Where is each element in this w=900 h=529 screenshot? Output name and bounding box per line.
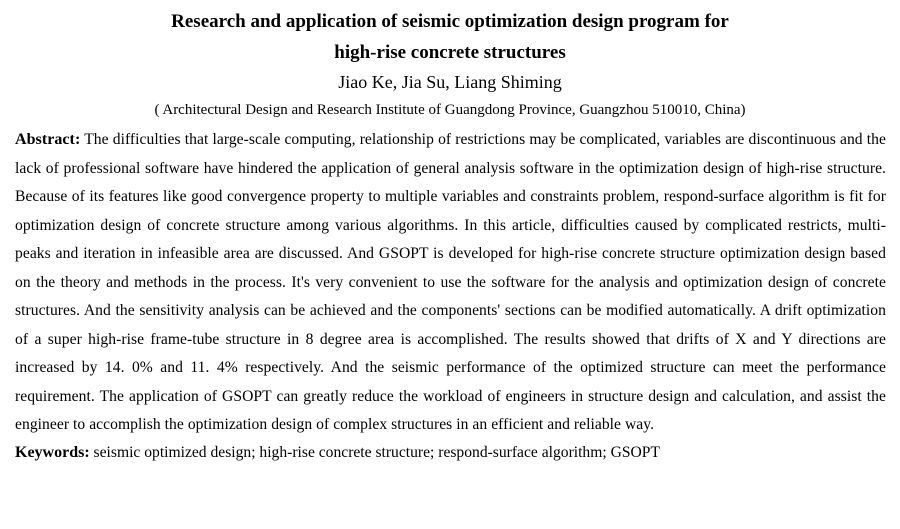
affiliation: ( Architectural Design and Research Institute of Guangdong Province, Guangzhou 510010, China) <box>154 102 746 118</box>
keywords-paragraph <box>0 440 900 466</box>
abstract-text: The difficulties that large-scale computing, relationship of restrictions may be complicated, variables are discontinuous and the lack of professional software have hindered the application of general analysis software in the optimization design of high-rise structure. Because of its features like good convergence property to multiple variables and constraints problem, respond-surface algorithm is fit for optimization design of concrete structure among various algorithms. In this article, difficulties caused by complicated restricts, multi-peaks and iteration in infeasible area are discussed. And GSOPT is developed for high-rise concrete structure optimization design based on the theory and methods in the process. It's very convenient to use the software for the analysis and optimization design of concrete structures. And the sensitivity analysis can be achieved and the components' sections can be modified automatically. A drift optimization of a super high-rise frame-tube structure in 8 degree area is accomplished. The results showed that drifts of X and Y directions are increased by 14. 0% and 11. 4% respectively. And the seismic performance of the optimized structure can meet the performance requirement. The application of GSOPT can greatly reduce the workload of engineers in structure design and calculation, and assist the engineer to accomplish the optimization design of complex structures in an efficient and reliable way. <box>15 131 886 433</box>
keywords-text: seismic optimized design; high-rise concrete structure; respond-surface algorithm; GSOPT <box>89 443 660 461</box>
abstract-paragraph <box>0 126 900 440</box>
abstract-label: Abstract: <box>15 131 81 148</box>
paper-title <box>0 0 900 68</box>
keywords-label: Keywords: <box>15 443 90 461</box>
title-line-1: Research and application of seismic optimization design program for <box>171 11 729 32</box>
author-list: Jiao Ke, Jia Su, Liang Shiming <box>338 72 562 92</box>
title-line-2: high-rise concrete structures <box>334 42 566 63</box>
